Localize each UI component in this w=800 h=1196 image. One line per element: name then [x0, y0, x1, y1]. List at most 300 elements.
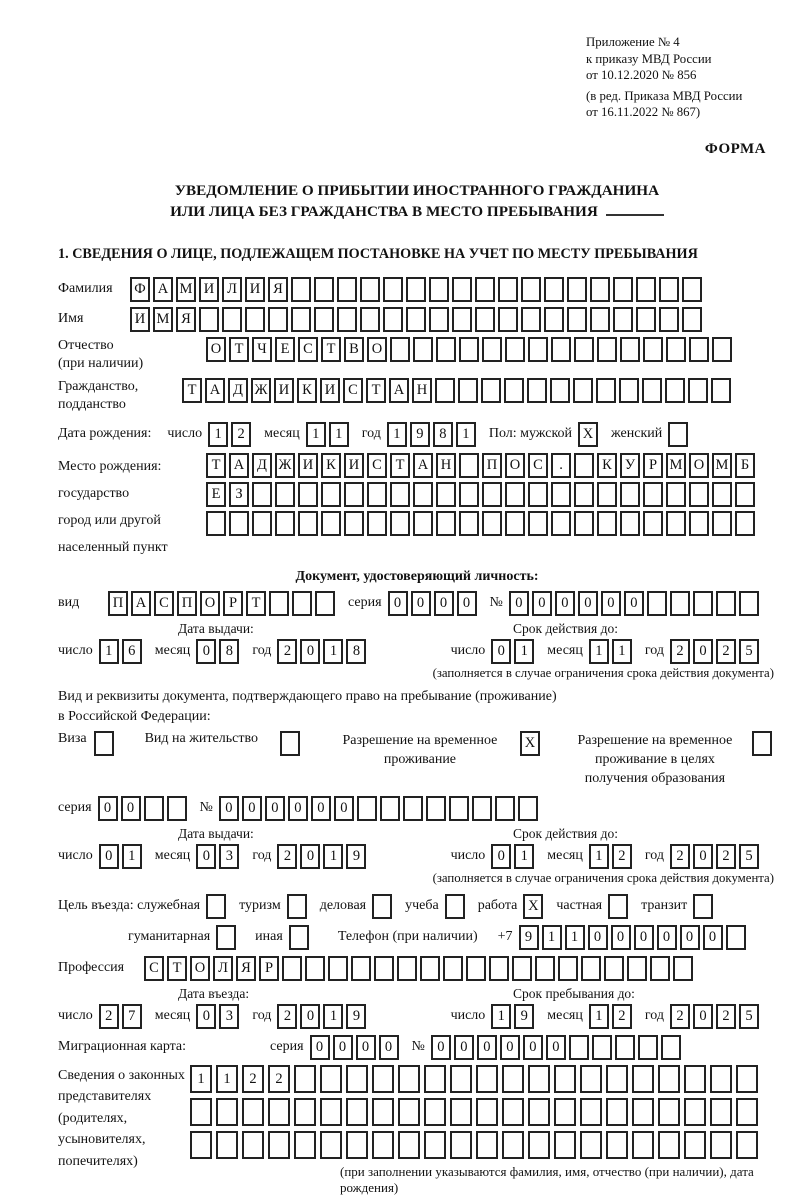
char-cell[interactable]: 0: [611, 925, 631, 950]
char-cell[interactable]: [436, 511, 456, 536]
stay-year-cells[interactable]: [670, 1004, 762, 1029]
char-cell[interactable]: [475, 277, 495, 302]
char-cell[interactable]: 2: [670, 844, 690, 869]
char-cell[interactable]: 2: [268, 1065, 290, 1093]
char-cell[interactable]: 2: [277, 1004, 297, 1029]
char-cell[interactable]: Т: [321, 337, 341, 362]
char-cell[interactable]: [736, 1131, 758, 1159]
char-cell[interactable]: 2: [612, 844, 632, 869]
char-cell[interactable]: А: [413, 453, 433, 478]
representatives-cells-2[interactable]: [190, 1098, 776, 1126]
char-cell[interactable]: [613, 307, 633, 332]
char-cell[interactable]: [659, 307, 679, 332]
char-cell[interactable]: 1: [306, 422, 326, 447]
char-cell[interactable]: [397, 956, 417, 981]
entry-day-cells[interactable]: [99, 1004, 145, 1029]
char-cell[interactable]: [380, 796, 400, 821]
char-cell[interactable]: [505, 337, 525, 362]
char-cell[interactable]: [642, 378, 662, 403]
char-cell[interactable]: 1: [216, 1065, 238, 1093]
char-cell[interactable]: 0: [523, 1035, 543, 1060]
char-cell[interactable]: [643, 337, 663, 362]
char-cell[interactable]: Л: [213, 956, 233, 981]
char-cell[interactable]: Л: [222, 277, 242, 302]
char-cell[interactable]: С: [298, 337, 318, 362]
char-cell[interactable]: Я: [268, 277, 288, 302]
char-cell[interactable]: [294, 1131, 316, 1159]
char-cell[interactable]: 0: [657, 925, 677, 950]
char-cell[interactable]: [298, 482, 318, 507]
char-cell[interactable]: [413, 482, 433, 507]
char-cell[interactable]: 0: [196, 639, 216, 664]
char-cell[interactable]: А: [131, 591, 151, 616]
char-cell[interactable]: [736, 1065, 758, 1093]
char-cell[interactable]: 9: [346, 1004, 366, 1029]
char-cell[interactable]: [294, 1065, 316, 1093]
entry-year-cells[interactable]: [277, 1004, 369, 1029]
char-cell[interactable]: [502, 1065, 524, 1093]
char-cell[interactable]: [592, 1035, 612, 1060]
char-cell[interactable]: [199, 307, 219, 332]
char-cell[interactable]: 0: [546, 1035, 566, 1060]
char-cell[interactable]: Т: [229, 337, 249, 362]
representatives-cells-3[interactable]: [190, 1131, 776, 1159]
char-cell[interactable]: [398, 1065, 420, 1093]
private-checkbox[interactable]: [608, 894, 628, 919]
char-cell[interactable]: 2: [242, 1065, 264, 1093]
char-cell[interactable]: [710, 1065, 732, 1093]
residence-number-cells[interactable]: [219, 796, 541, 821]
char-cell[interactable]: [450, 1065, 472, 1093]
char-cell[interactable]: [459, 482, 479, 507]
char-cell[interactable]: [426, 796, 446, 821]
char-cell[interactable]: 1: [387, 422, 407, 447]
char-cell[interactable]: П: [482, 453, 502, 478]
char-cell[interactable]: [574, 482, 594, 507]
char-cell[interactable]: [735, 482, 755, 507]
char-cell[interactable]: И: [245, 277, 265, 302]
char-cell[interactable]: [436, 482, 456, 507]
char-cell[interactable]: [712, 482, 732, 507]
char-cell[interactable]: [390, 511, 410, 536]
residence-valid-year-cells[interactable]: [670, 844, 762, 869]
char-cell[interactable]: [144, 796, 164, 821]
stay-day-cells[interactable]: [491, 1004, 537, 1029]
temp-residence-edu-checkbox[interactable]: [752, 731, 772, 756]
char-cell[interactable]: [294, 1098, 316, 1126]
char-cell[interactable]: Ф: [130, 277, 150, 302]
char-cell[interactable]: [606, 1065, 628, 1093]
residence-issue-month-cells[interactable]: [196, 844, 242, 869]
char-cell[interactable]: [502, 1131, 524, 1159]
char-cell[interactable]: 8: [346, 639, 366, 664]
char-cell[interactable]: [558, 956, 578, 981]
migration-number-cells[interactable]: [431, 1035, 684, 1060]
char-cell[interactable]: [505, 511, 525, 536]
char-cell[interactable]: Т: [167, 956, 187, 981]
char-cell[interactable]: [222, 307, 242, 332]
char-cell[interactable]: [574, 511, 594, 536]
char-cell[interactable]: И: [199, 277, 219, 302]
char-cell[interactable]: 0: [624, 591, 644, 616]
char-cell[interactable]: [682, 277, 702, 302]
char-cell[interactable]: 0: [300, 639, 320, 664]
char-cell[interactable]: 8: [433, 422, 453, 447]
char-cell[interactable]: [659, 277, 679, 302]
char-cell[interactable]: [357, 796, 377, 821]
char-cell[interactable]: [666, 482, 686, 507]
char-cell[interactable]: 1: [208, 422, 228, 447]
char-cell[interactable]: Р: [259, 956, 279, 981]
char-cell[interactable]: 9: [519, 925, 539, 950]
migration-series-cells[interactable]: [310, 1035, 402, 1060]
char-cell[interactable]: [518, 796, 538, 821]
char-cell[interactable]: [554, 1131, 576, 1159]
char-cell[interactable]: [670, 591, 690, 616]
char-cell[interactable]: 2: [716, 844, 736, 869]
doc-issue-month-cells[interactable]: [196, 639, 242, 664]
char-cell[interactable]: 0: [196, 1004, 216, 1029]
char-cell[interactable]: [268, 307, 288, 332]
char-cell[interactable]: 0: [477, 1035, 497, 1060]
char-cell[interactable]: Е: [275, 337, 295, 362]
char-cell[interactable]: [351, 956, 371, 981]
char-cell[interactable]: [413, 337, 433, 362]
char-cell[interactable]: 2: [277, 639, 297, 664]
char-cell[interactable]: З: [229, 482, 249, 507]
char-cell[interactable]: [615, 1035, 635, 1060]
residence-issue-day-cells[interactable]: [99, 844, 145, 869]
char-cell[interactable]: [337, 307, 357, 332]
profession-cells[interactable]: [144, 956, 696, 981]
char-cell[interactable]: 0: [334, 796, 354, 821]
char-cell[interactable]: 0: [265, 796, 285, 821]
char-cell[interactable]: [252, 482, 272, 507]
char-cell[interactable]: 1: [542, 925, 562, 950]
char-cell[interactable]: [435, 378, 455, 403]
doc-valid-year-cells[interactable]: [670, 639, 762, 664]
char-cell[interactable]: [606, 1098, 628, 1126]
surname-cells[interactable]: [130, 277, 705, 302]
phone-cells[interactable]: [519, 925, 749, 950]
char-cell[interactable]: [735, 511, 755, 536]
char-cell[interactable]: [429, 307, 449, 332]
char-cell[interactable]: С: [154, 591, 174, 616]
char-cell[interactable]: 0: [601, 591, 621, 616]
char-cell[interactable]: [406, 307, 426, 332]
char-cell[interactable]: [632, 1098, 654, 1126]
char-cell[interactable]: О: [190, 956, 210, 981]
char-cell[interactable]: 1: [514, 844, 534, 869]
char-cell[interactable]: [636, 307, 656, 332]
char-cell[interactable]: [528, 337, 548, 362]
char-cell[interactable]: [658, 1131, 680, 1159]
char-cell[interactable]: [573, 378, 593, 403]
char-cell[interactable]: [320, 1131, 342, 1159]
char-cell[interactable]: 2: [612, 1004, 632, 1029]
char-cell[interactable]: 8: [219, 639, 239, 664]
char-cell[interactable]: 0: [693, 844, 713, 869]
char-cell[interactable]: [627, 956, 647, 981]
char-cell[interactable]: [305, 956, 325, 981]
doc-number-cells[interactable]: [509, 591, 762, 616]
char-cell[interactable]: Я: [236, 956, 256, 981]
citizenship-cells[interactable]: [182, 378, 734, 403]
char-cell[interactable]: 0: [454, 1035, 474, 1060]
char-cell[interactable]: [673, 956, 693, 981]
char-cell[interactable]: [620, 482, 640, 507]
char-cell[interactable]: Ч: [252, 337, 272, 362]
representatives-cells-1[interactable]: [190, 1065, 776, 1093]
char-cell[interactable]: [574, 337, 594, 362]
char-cell[interactable]: [424, 1098, 446, 1126]
char-cell[interactable]: [481, 378, 501, 403]
char-cell[interactable]: [620, 337, 640, 362]
char-cell[interactable]: А: [229, 453, 249, 478]
char-cell[interactable]: 1: [456, 422, 476, 447]
char-cell[interactable]: [554, 1065, 576, 1093]
doc-series-cells[interactable]: [388, 591, 480, 616]
char-cell[interactable]: 0: [693, 1004, 713, 1029]
char-cell[interactable]: 1: [329, 422, 349, 447]
char-cell[interactable]: [716, 591, 736, 616]
char-cell[interactable]: [476, 1098, 498, 1126]
char-cell[interactable]: [344, 511, 364, 536]
char-cell[interactable]: Ж: [251, 378, 271, 403]
char-cell[interactable]: [367, 511, 387, 536]
char-cell[interactable]: [712, 337, 732, 362]
char-cell[interactable]: М: [666, 453, 686, 478]
char-cell[interactable]: [292, 591, 312, 616]
residence-permit-checkbox[interactable]: [280, 731, 300, 756]
char-cell[interactable]: 1: [491, 1004, 511, 1029]
char-cell[interactable]: [711, 378, 731, 403]
char-cell[interactable]: [632, 1131, 654, 1159]
char-cell[interactable]: [590, 307, 610, 332]
char-cell[interactable]: Е: [206, 482, 226, 507]
char-cell[interactable]: [544, 277, 564, 302]
char-cell[interactable]: [216, 1131, 238, 1159]
char-cell[interactable]: [554, 1098, 576, 1126]
char-cell[interactable]: [413, 511, 433, 536]
char-cell[interactable]: 0: [532, 591, 552, 616]
birth-day-cells[interactable]: [208, 422, 254, 447]
char-cell[interactable]: [206, 511, 226, 536]
patronymic-cells[interactable]: [206, 337, 735, 362]
char-cell[interactable]: [466, 956, 486, 981]
char-cell[interactable]: 0: [310, 1035, 330, 1060]
char-cell[interactable]: 1: [323, 844, 343, 869]
char-cell[interactable]: [346, 1065, 368, 1093]
char-cell[interactable]: [291, 307, 311, 332]
char-cell[interactable]: О: [206, 337, 226, 362]
char-cell[interactable]: [643, 511, 663, 536]
doc-issue-year-cells[interactable]: [277, 639, 369, 664]
char-cell[interactable]: [567, 277, 587, 302]
char-cell[interactable]: [475, 307, 495, 332]
char-cell[interactable]: [726, 925, 746, 950]
stay-month-cells[interactable]: [589, 1004, 635, 1029]
entry-month-cells[interactable]: [196, 1004, 242, 1029]
char-cell[interactable]: [658, 1098, 680, 1126]
char-cell[interactable]: [495, 796, 515, 821]
residence-issue-year-cells[interactable]: [277, 844, 369, 869]
char-cell[interactable]: 1: [589, 844, 609, 869]
char-cell[interactable]: [689, 482, 709, 507]
birth-year-cells[interactable]: [387, 422, 479, 447]
char-cell[interactable]: [458, 378, 478, 403]
char-cell[interactable]: 0: [431, 1035, 451, 1060]
char-cell[interactable]: [321, 482, 341, 507]
char-cell[interactable]: 0: [300, 1004, 320, 1029]
char-cell[interactable]: 0: [491, 639, 511, 664]
char-cell[interactable]: [346, 1098, 368, 1126]
char-cell[interactable]: [684, 1065, 706, 1093]
char-cell[interactable]: [504, 378, 524, 403]
char-cell[interactable]: [528, 1098, 550, 1126]
char-cell[interactable]: [216, 1098, 238, 1126]
char-cell[interactable]: [190, 1131, 212, 1159]
char-cell[interactable]: [275, 482, 295, 507]
doc-valid-day-cells[interactable]: [491, 639, 537, 664]
char-cell[interactable]: [535, 956, 555, 981]
char-cell[interactable]: К: [597, 453, 617, 478]
char-cell[interactable]: [459, 453, 479, 478]
business-checkbox[interactable]: [372, 894, 392, 919]
char-cell[interactable]: 3: [219, 1004, 239, 1029]
char-cell[interactable]: 0: [491, 844, 511, 869]
char-cell[interactable]: 0: [121, 796, 141, 821]
char-cell[interactable]: [360, 307, 380, 332]
char-cell[interactable]: [337, 277, 357, 302]
birth-place-cells-2[interactable]: [206, 482, 758, 507]
char-cell[interactable]: И: [130, 307, 150, 332]
char-cell[interactable]: О: [689, 453, 709, 478]
char-cell[interactable]: [298, 511, 318, 536]
char-cell[interactable]: 9: [410, 422, 430, 447]
char-cell[interactable]: 0: [693, 639, 713, 664]
char-cell[interactable]: [489, 956, 509, 981]
char-cell[interactable]: [567, 307, 587, 332]
doc-valid-month-cells[interactable]: [589, 639, 635, 664]
char-cell[interactable]: [269, 591, 289, 616]
char-cell[interactable]: [268, 1131, 290, 1159]
char-cell[interactable]: [314, 307, 334, 332]
char-cell[interactable]: 5: [739, 844, 759, 869]
char-cell[interactable]: Т: [182, 378, 202, 403]
char-cell[interactable]: П: [177, 591, 197, 616]
visa-checkbox[interactable]: [94, 731, 114, 756]
char-cell[interactable]: [452, 307, 472, 332]
char-cell[interactable]: [398, 1098, 420, 1126]
char-cell[interactable]: [580, 1065, 602, 1093]
char-cell[interactable]: 0: [242, 796, 262, 821]
char-cell[interactable]: [604, 956, 624, 981]
char-cell[interactable]: М: [712, 453, 732, 478]
char-cell[interactable]: С: [528, 453, 548, 478]
char-cell[interactable]: [328, 956, 348, 981]
char-cell[interactable]: А: [205, 378, 225, 403]
char-cell[interactable]: 0: [311, 796, 331, 821]
birth-place-cells-1[interactable]: [206, 453, 758, 478]
char-cell[interactable]: [450, 1131, 472, 1159]
transit-checkbox[interactable]: [693, 894, 713, 919]
char-cell[interactable]: А: [389, 378, 409, 403]
work-checkbox[interactable]: X: [523, 894, 543, 919]
char-cell[interactable]: [521, 277, 541, 302]
char-cell[interactable]: 0: [300, 844, 320, 869]
char-cell[interactable]: П: [108, 591, 128, 616]
char-cell[interactable]: [459, 337, 479, 362]
char-cell[interactable]: [268, 1098, 290, 1126]
char-cell[interactable]: 2: [670, 1004, 690, 1029]
char-cell[interactable]: .: [551, 453, 571, 478]
char-cell[interactable]: [597, 511, 617, 536]
char-cell[interactable]: [580, 1131, 602, 1159]
char-cell[interactable]: [420, 956, 440, 981]
char-cell[interactable]: М: [176, 277, 196, 302]
char-cell[interactable]: [406, 277, 426, 302]
birth-month-cells[interactable]: [306, 422, 352, 447]
char-cell[interactable]: О: [367, 337, 387, 362]
char-cell[interactable]: [167, 796, 187, 821]
char-cell[interactable]: [638, 1035, 658, 1060]
char-cell[interactable]: С: [144, 956, 164, 981]
char-cell[interactable]: Д: [252, 453, 272, 478]
char-cell[interactable]: [449, 796, 469, 821]
char-cell[interactable]: Р: [223, 591, 243, 616]
char-cell[interactable]: Д: [228, 378, 248, 403]
char-cell[interactable]: 5: [739, 1004, 759, 1029]
char-cell[interactable]: Р: [643, 453, 663, 478]
char-cell[interactable]: [443, 956, 463, 981]
char-cell[interactable]: [498, 277, 518, 302]
char-cell[interactable]: [739, 591, 759, 616]
char-cell[interactable]: У: [620, 453, 640, 478]
char-cell[interactable]: 0: [333, 1035, 353, 1060]
char-cell[interactable]: [596, 378, 616, 403]
char-cell[interactable]: [498, 307, 518, 332]
char-cell[interactable]: [569, 1035, 589, 1060]
char-cell[interactable]: Ж: [275, 453, 295, 478]
char-cell[interactable]: [613, 277, 633, 302]
char-cell[interactable]: С: [367, 453, 387, 478]
given-name-cells[interactable]: [130, 307, 705, 332]
char-cell[interactable]: 2: [99, 1004, 119, 1029]
char-cell[interactable]: [482, 511, 502, 536]
char-cell[interactable]: 2: [670, 639, 690, 664]
char-cell[interactable]: И: [274, 378, 294, 403]
char-cell[interactable]: И: [298, 453, 318, 478]
char-cell[interactable]: [710, 1131, 732, 1159]
char-cell[interactable]: [321, 511, 341, 536]
char-cell[interactable]: [398, 1131, 420, 1159]
char-cell[interactable]: [710, 1098, 732, 1126]
official-checkbox[interactable]: [206, 894, 226, 919]
char-cell[interactable]: 0: [434, 591, 454, 616]
char-cell[interactable]: 1: [190, 1065, 212, 1093]
char-cell[interactable]: 0: [388, 591, 408, 616]
char-cell[interactable]: 2: [231, 422, 251, 447]
char-cell[interactable]: [528, 511, 548, 536]
char-cell[interactable]: К: [321, 453, 341, 478]
char-cell[interactable]: [436, 337, 456, 362]
sex-male-checkbox[interactable]: X: [578, 422, 598, 447]
char-cell[interactable]: [512, 956, 532, 981]
char-cell[interactable]: М: [153, 307, 173, 332]
study-checkbox[interactable]: [445, 894, 465, 919]
char-cell[interactable]: [372, 1131, 394, 1159]
